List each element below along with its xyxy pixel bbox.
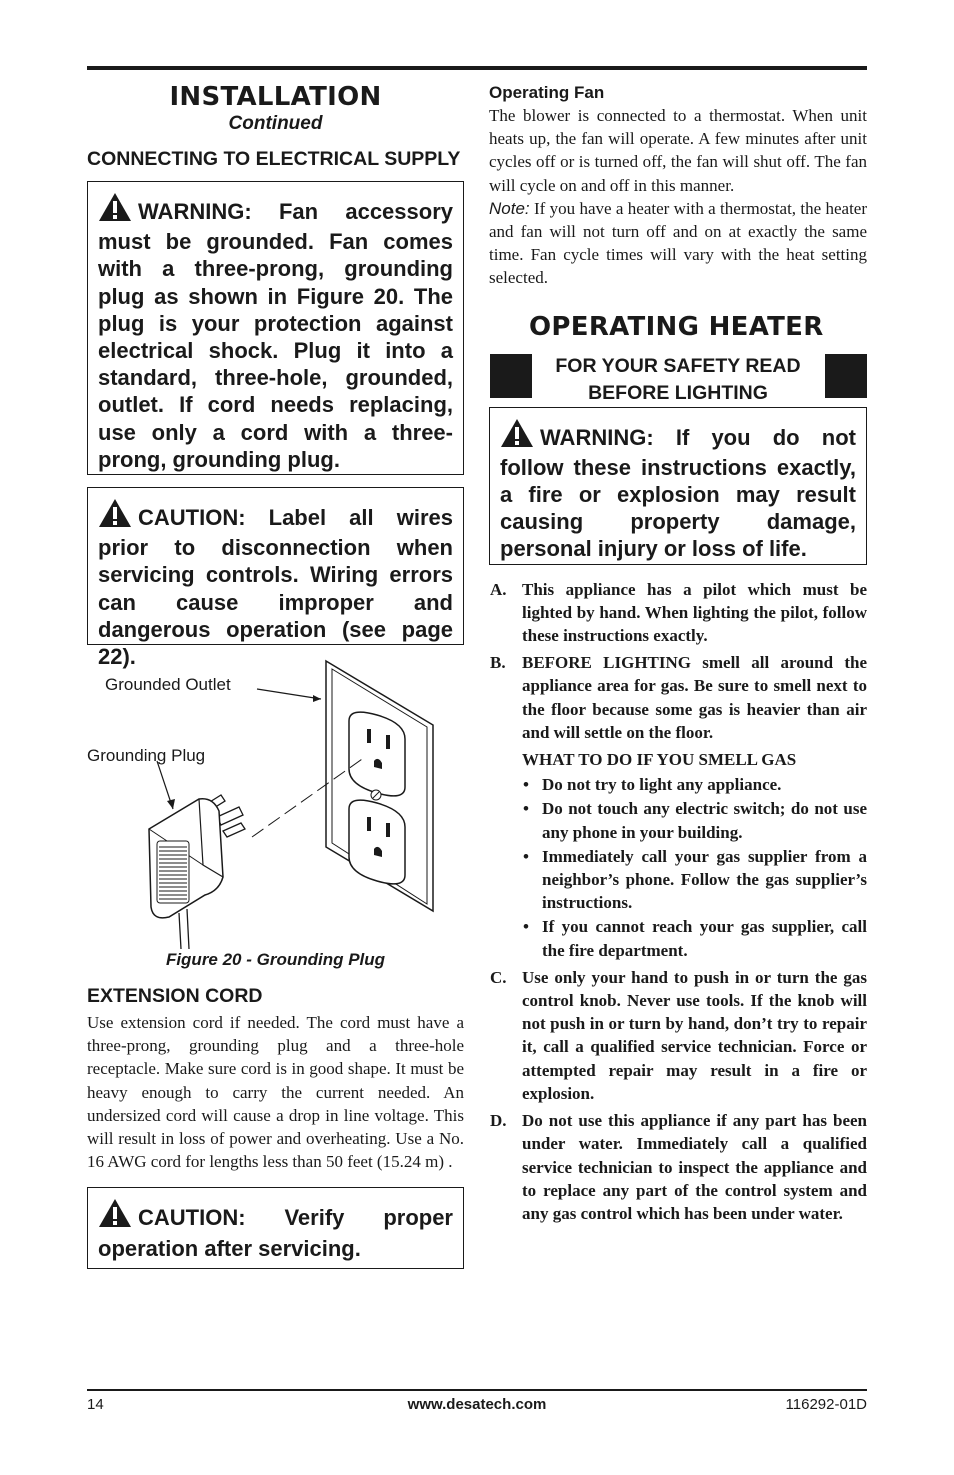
warning-triangle-icon <box>98 192 132 228</box>
step-letter: B. <box>490 653 506 673</box>
note-text: If you have a heater with a thermostat, the heater and fan will not turn off and on at exactly the same time. Fan cycle times will vary with the heat setting selected. <box>489 198 868 288</box>
warning-triangle-icon <box>98 498 132 534</box>
step-item <box>489 578 867 648</box>
step-item <box>489 1109 867 1225</box>
warning-box-fire <box>489 407 867 565</box>
note-label: Note: <box>489 198 530 218</box>
step-item <box>489 966 867 1105</box>
footer-website: www.desatech.com <box>407 1396 547 1413</box>
step-letter: D. <box>490 1111 507 1131</box>
lighting-steps <box>489 578 867 1225</box>
bottom-rule <box>87 1389 867 1391</box>
step-letter: C. <box>490 967 507 987</box>
subhead-operating-fan: Operating Fan <box>489 83 605 102</box>
step-text: Do not use this appliance if any part has been under water. Immediately call a qualified service technician to inspect the appliance and to replace any part of the control system and any gas control which has been under water. <box>522 1111 867 1223</box>
figure-grounding-plug <box>87 659 464 979</box>
warning-triangle-icon <box>98 1198 132 1234</box>
left-column <box>87 70 464 1269</box>
list-item: • Do not try to light any appliance. <box>522 773 867 796</box>
figure-label-grounding-plug: Grounding Plug <box>87 746 206 765</box>
list-item: • If you cannot reach your gas supplier, call the fire department. <box>522 915 867 961</box>
step-text: This appliance has a pilot which must be lighted by hand. When lighting the pilot, follow these instructions exactly. <box>522 579 867 646</box>
caution-text-label-wires: CAUTION: Label all wires prior to disconnection when servicing controls. Wiring errors can cause improper and dangerous operation (see page 22). <box>98 505 453 670</box>
right-column <box>489 70 867 1229</box>
page-number: 14 <box>87 1396 104 1413</box>
safety-bar-text: FOR YOUR SAFETY READ BEFORE LIGHTING <box>555 354 801 404</box>
warning-text-fire: WARNING: If you do not follow these instructions exactly, a fire or explosion may result causing property damage, personal injury or loss of life. <box>500 424 856 562</box>
safety-bar-block-left <box>490 354 532 398</box>
extension-cord-text: Use extension cord if needed. The cord must have a three-prong, grounding plug and a three-hole receptacle. Make sure cord is in good shape. It must be heavy enough to carry the current needed. An undersized cord will cause a drop in line voltage. This will result in loss of power and overheating. Use a No. 16 AWG cord for lengths less than 50 feet (15.24 m) . <box>87 1013 464 1172</box>
warning-text-fan: WARNING: Fan accessory must be grounded. Fan comes with a three-prong, grounding plug as shown in Figure 20. The plug is your protection against electrical shock. Plug it into a standard, three-hole, grounded, outlet. If cord needs replacing, use only a cord with a three-prong, grounding plug. <box>98 199 453 472</box>
step-text: Use only your hand to push in or turn the gas control knob. Never use tools. If the knob will not push in or turn by hand, don’t try to repair it, call a qualified service technician. Force or attempted repair may result in a fire or explosion. <box>522 967 867 1103</box>
caution-box-verify <box>87 1187 464 1269</box>
safety-bar <box>489 353 867 404</box>
operating-fan-note <box>489 197 867 290</box>
smell-gas-heading: WHAT TO DO IF YOU SMELL GAS <box>522 750 797 770</box>
figure-caption: Figure 20 - Grounding Plug <box>165 950 386 969</box>
subhead-extension-cord: EXTENSION CORD <box>87 985 263 1007</box>
section-title-installation: INSTALLATION <box>169 82 382 112</box>
operating-fan-text: The blower is connected to a thermostat. When unit heats up, the fan will operate. A few minutes after unit cycles off or is turned off, the fan will shut off. The fan will cycle on and off in this manner. <box>489 106 867 195</box>
list-item: • Immediately call your gas supplier from a neighbor’s phone. Follow the gas supplier’s instructions. <box>522 845 867 915</box>
caution-box-label-wires <box>87 487 464 670</box>
continued-label: Continued <box>228 113 323 134</box>
caution-text-verify: CAUTION: Verify proper operation after servicing. <box>98 1205 453 1261</box>
list-item: • Do not touch any electric switch; do not use any phone in your building. <box>522 797 867 843</box>
subhead-electrical-supply: CONNECTING TO ELECTRICAL SUPPLY <box>87 148 461 170</box>
footer-doc-number: 116292-01D <box>785 1396 867 1413</box>
section-title-operating-heater: OPERATING HEATER <box>529 311 824 342</box>
smell-gas-bullets <box>522 773 867 962</box>
grounding-plug-illustration <box>87 659 464 949</box>
warning-triangle-icon <box>500 418 534 454</box>
step-letter: A. <box>490 579 507 599</box>
safety-bar-block-right <box>825 354 867 398</box>
step-text: BEFORE LIGHTING smell all around the appliance area for gas. Be sure to smell next to the floor because some gas is heavier than air and will settle on the floor. <box>522 653 867 742</box>
figure-label-grounded-outlet: Grounded Outlet <box>105 675 231 694</box>
step-item <box>489 651 867 962</box>
warning-box-fan <box>87 181 464 475</box>
